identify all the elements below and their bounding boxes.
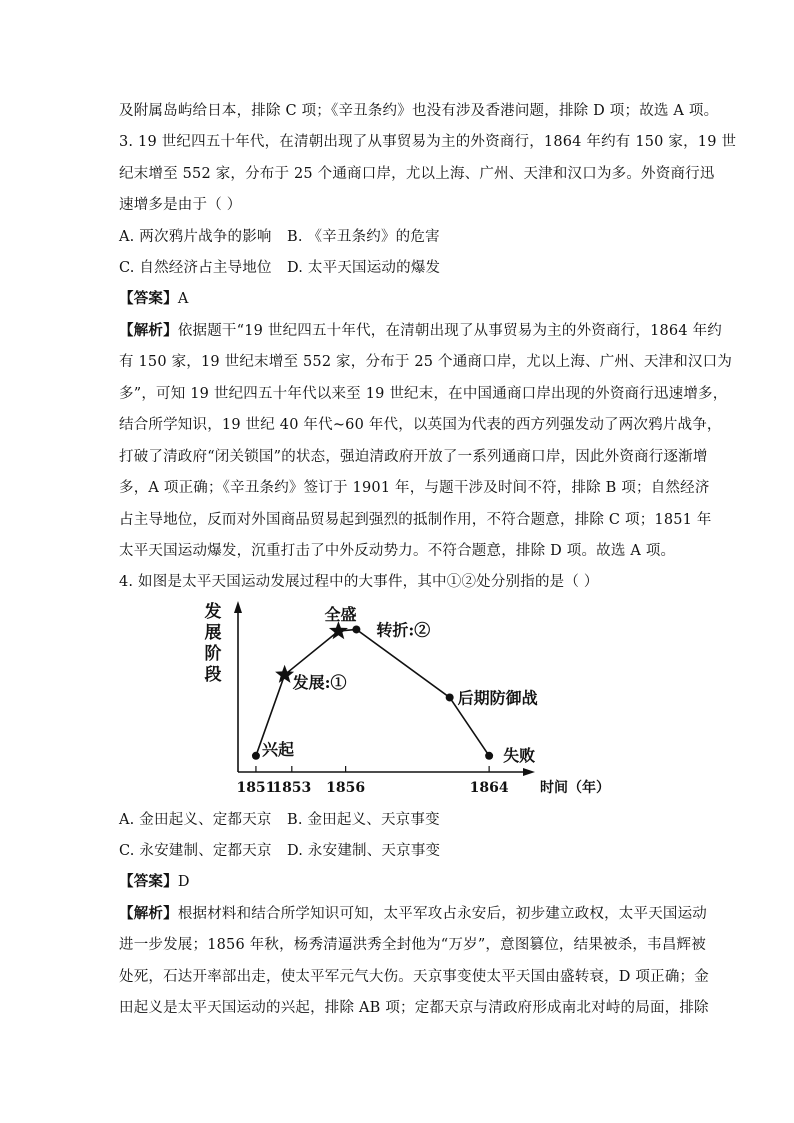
- point-label-1: 发展:①: [292, 672, 347, 692]
- answer-value: A: [177, 291, 189, 307]
- answer-value: D: [177, 874, 190, 890]
- q3-analysis-line-8: 太平天国运动爆发，沉重打击了中外反动势力。不符合题意，排除 D 项。故选 A 项。: [119, 543, 676, 559]
- q4-stem: 4. 如图是太平天国运动发展过程中的大事件，其中①②处分别指的是（ ）: [119, 574, 599, 590]
- q3-options-row-1: [119, 227, 440, 247]
- point-label-3: 转折:②: [376, 620, 431, 640]
- point-label-4: 后期防御战: [457, 688, 538, 708]
- point-dot-4: [446, 693, 454, 701]
- x-tick-label-1856: 1856: [326, 780, 366, 796]
- q3-option-c: C. 自然经济占主导地位: [119, 260, 272, 276]
- q3-option-d: D. 太平天国运动的爆发: [287, 260, 441, 276]
- x-tick-label-1851: 1851: [236, 780, 276, 796]
- answer-label: 【答案】: [119, 873, 178, 890]
- y-axis-arrow: [234, 601, 242, 613]
- q4-options-row-1: [119, 810, 440, 830]
- q3-answer: [119, 289, 188, 309]
- series-line: [256, 629, 489, 755]
- taiping-chart: [195, 600, 610, 800]
- line-1: 及附属岛屿给日本，排除 C 项；《辛丑条约》也没有涉及香港问题，排除 D 项；故选 A 项。: [119, 103, 719, 119]
- analysis-text: 根据材料和结合所学知识可知，太平军攻占永安后，初步建立政权，太平天国运动: [177, 906, 708, 922]
- line-4: 速增多是由于（ ）: [119, 197, 242, 213]
- q3-option-b: B. 《辛丑条约》的危害: [287, 229, 440, 245]
- point-label-0: 兴起: [261, 739, 294, 759]
- q3-options-row-2: [119, 258, 440, 278]
- y-axis-label-char: 发: [204, 602, 222, 622]
- x-tick-label-1864: 1864: [469, 780, 509, 796]
- q4-answer: [119, 872, 190, 892]
- q4-option-a: A. 金田起义、定都天京: [119, 812, 272, 828]
- q4-option-b: B. 金田起义、天京事变: [287, 812, 440, 828]
- point-dot-5: [485, 752, 493, 760]
- q4-options-row-2: [119, 841, 440, 861]
- q4-option-d: D. 永安建制、天京事变: [287, 843, 441, 859]
- q3-analysis-line-4: 结合所学知识，19 世纪 40 年代~60 年代，以英国为代表的西方列强发动了两次鸦片战争，: [119, 417, 722, 433]
- q4-analysis-line-3: 处死，石达开率部出走，使太平军元气大伤。天京事变使太平天国由盛转衰，D 项正确；金: [119, 969, 709, 985]
- point-star-1: [275, 665, 294, 683]
- x-axis-label: 时间（年）: [540, 780, 610, 796]
- chart-labels: [204, 601, 611, 796]
- q4-option-c: C. 永安建制、定都天京: [119, 843, 272, 859]
- y-axis-label-char: 阶: [204, 644, 222, 664]
- q3-analysis-line-7: 占主导地位，反而对外国商品贸易起到强烈的抵制作用，不符合题意，排除 C 项；1851 年: [119, 512, 712, 528]
- analysis-label: 【解析】: [119, 322, 178, 339]
- q3-analysis-line-2: 有 150 家，19 世纪末增至 552 家，分布于 25 个通商口岸，尤以上海、广州、天津和汉口为: [119, 354, 733, 370]
- point-label-2: 全盛: [324, 605, 357, 625]
- q3-analysis-line-1: [119, 321, 722, 341]
- y-axis-label-char: 段: [204, 665, 222, 685]
- analysis-label: 【解析】: [119, 905, 178, 922]
- q3-analysis-line-6: 多，A 项正确；《辛丑条约》签订于 1901 年，与题干涉及时间不符，排除 B 项；自然经济: [119, 480, 710, 496]
- line-3: 纪末增至 552 家，分布于 25 个通商口岸，尤以上海、广州、天津和汉口为多。外资商行迅: [119, 166, 715, 182]
- point-label-5: 失败: [503, 745, 536, 765]
- q4-analysis-line-2: 进一步发展；1856 年秋，杨秀清逼洪秀全封他为“万岁”，意图篡位，结果被杀，韦昌辉被: [119, 937, 706, 953]
- x-tick-label-1853: 1853: [272, 780, 312, 796]
- x-axis-arrow: [523, 768, 535, 776]
- point-dot-0: [252, 752, 260, 760]
- q3-option-a: A. 两次鸦片战争的影响: [119, 229, 272, 245]
- line-2: 3. 19 世纪四五十年代，在清朝出现了从事贸易为主的外资商行，1864 年约有 150 家，19 世: [119, 134, 737, 150]
- q4-analysis-line-4: 田起义是太平天国运动的兴起，排除 AB 项；定都天京与清政府形成南北对峙的局面，排除: [119, 1000, 709, 1016]
- q3-analysis-line-3: 多”，可知 19 世纪四五十年代以来至 19 世纪末，在中国通商口岸出现的外资商行迅速增多，: [119, 386, 728, 402]
- q3-analysis-line-5: 打破了清政府“闭关锁国”的状态，强迫清政府开放了一系列通商口岸，因此外资商行逐渐增: [119, 449, 708, 465]
- analysis-text: 依据题干“19 世纪四五十年代，在清朝出现了从事贸易为主的外资商行，1864 年约: [177, 323, 722, 339]
- y-axis-label-char: 展: [204, 623, 222, 643]
- q4-analysis-line-1: [119, 904, 707, 924]
- point-dot-3: [352, 625, 360, 633]
- answer-label: 【答案】: [119, 290, 178, 307]
